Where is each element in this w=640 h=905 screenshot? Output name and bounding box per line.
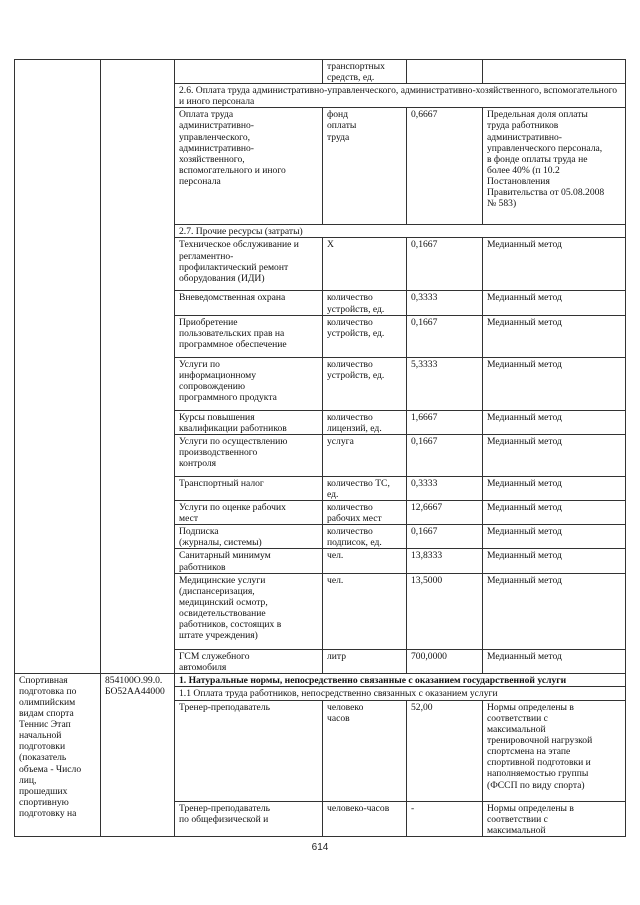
method-cell: Медианный метод: [483, 549, 626, 573]
section-heading: 2.7. Прочие ресурсы (затраты): [175, 225, 626, 238]
unit-cell: количество рабочих мест: [323, 501, 407, 525]
value-cell: 5,3333: [407, 357, 483, 410]
resource-name-cell: ГСМ служебного автомобиля: [175, 649, 323, 673]
service-name-cell: [15, 60, 101, 674]
resource-name-cell: Курсы повышения квалификации работников: [175, 410, 323, 434]
method-cell: Нормы определены в соответствии с максимальной тренировочной нагрузкой спортсмена на этапе спортивной подготовки и наполняемостью группы (ФССП по виду спорта): [483, 700, 626, 801]
unit-cell: количество устройств, ед.: [323, 315, 407, 357]
resource-name-cell: [175, 60, 323, 84]
method-cell: Медианный метод: [483, 315, 626, 357]
unit-cell: количество подписок, ед.: [323, 525, 407, 549]
method-cell: Медианный метод: [483, 501, 626, 525]
method-cell: Медианный метод: [483, 573, 626, 649]
method-cell: Предельная доля оплаты труда работников административно- управленческого персонала, в фонде оплаты труда не более 40% (п 10.2 Постановления Правительства от 05.08.2008 № 583): [483, 108, 626, 225]
service-code-cell: [101, 60, 175, 674]
method-cell: Медианный метод: [483, 434, 626, 476]
resource-name-cell: Тренер-преподаватель: [175, 700, 323, 801]
value-cell: 52,00: [407, 700, 483, 801]
method-cell: Медианный метод: [483, 410, 626, 434]
method-cell: Нормы определены в соответствии с максимальной: [483, 801, 626, 836]
unit-cell: чел.: [323, 573, 407, 649]
section-row: [15, 673, 626, 686]
resource-name-cell: Тренер-преподаватель по общефизической и: [175, 801, 323, 836]
value-cell: 13,8333: [407, 549, 483, 573]
unit-cell: чел.: [323, 549, 407, 573]
value-cell: 12,6667: [407, 501, 483, 525]
method-cell: Медианный метод: [483, 291, 626, 315]
unit-cell: человеко-часов: [323, 801, 407, 836]
value-cell: 13,5000: [407, 573, 483, 649]
unit-cell: услуга: [323, 434, 407, 476]
resource-name-cell: Вневедомственная охрана: [175, 291, 323, 315]
method-cell: Медианный метод: [483, 238, 626, 291]
section-heading: 2.6. Оплата труда административно-управленческого, административно-хозяйственного, вспомогательного и иного персонала: [175, 84, 626, 108]
unit-cell: человеко часов: [323, 700, 407, 801]
resource-name-cell: Приобретение пользовательских прав на программное обеспечение: [175, 315, 323, 357]
value-cell: 1,6667: [407, 410, 483, 434]
unit-cell: количество ТС, ед.: [323, 476, 407, 500]
value-cell: 700,0000: [407, 649, 483, 673]
unit-cell: транспортных средств, ед.: [323, 60, 407, 84]
method-cell: Медианный метод: [483, 525, 626, 549]
service-name-cell: Спортивная подготовка по олимпийским видам спорта Теннис Этап начальной подготовки (показатель объема - Число лиц, прошедших спортивную подготовку на: [15, 673, 101, 836]
value-cell: 0,1667: [407, 525, 483, 549]
unit-cell: количество устройств, ед.: [323, 357, 407, 410]
unit-cell: литр: [323, 649, 407, 673]
method-cell: Медианный метод: [483, 476, 626, 500]
resource-name-cell: Санитарный минимум работников: [175, 549, 323, 573]
resource-name-cell: Транспортный налог: [175, 476, 323, 500]
table-row: [15, 60, 626, 84]
value-cell: 0,1667: [407, 238, 483, 291]
normative-costs-table: [14, 59, 626, 837]
value-cell: -: [407, 801, 483, 836]
table-body: [15, 60, 626, 837]
resource-name-cell: Услуги по информационному сопровождению программного продукта: [175, 357, 323, 410]
method-cell: Медианный метод: [483, 649, 626, 673]
value-cell: 0,3333: [407, 291, 483, 315]
unit-cell: количество лицензий, ед.: [323, 410, 407, 434]
section-heading: 1. Натуральные нормы, непосредственно связанные с оказанием государственной услуги: [175, 673, 626, 686]
unit-cell: фонд оплаты труда: [323, 108, 407, 225]
resource-name-cell: Техническое обслуживание и регламентно- профилактический ремонт оборудования (ИДИ): [175, 238, 323, 291]
value-cell: 0,6667: [407, 108, 483, 225]
unit-cell: X: [323, 238, 407, 291]
method-cell: [483, 60, 626, 84]
resource-name-cell: Оплата труда административно- управленческого, административно- хозяйственного, вспомогательного и иного персонала: [175, 108, 323, 225]
resource-name-cell: Услуги по оценке рабочих мест: [175, 501, 323, 525]
method-cell: Медианный метод: [483, 357, 626, 410]
resource-name-cell: Подписка (журналы, системы): [175, 525, 323, 549]
value-cell: 0,3333: [407, 476, 483, 500]
value-cell: [407, 60, 483, 84]
resource-name-cell: Медицинские услуги (диспансеризация, медицинский осмотр, освидетельствование работников, состоящих в штате учреждения): [175, 573, 323, 649]
page-number: 614: [311, 842, 329, 853]
value-cell: 0,1667: [407, 315, 483, 357]
resource-name-cell: Услуги по осуществлению производственного контроля: [175, 434, 323, 476]
value-cell: 0,1667: [407, 434, 483, 476]
unit-cell: количество устройств, ед.: [323, 291, 407, 315]
section-heading: 1.1 Оплата труда работников, непосредственно связанных с оказанием услуги: [175, 686, 626, 700]
service-code-cell: 854100О.99.0. БО52АА44000: [101, 673, 175, 836]
